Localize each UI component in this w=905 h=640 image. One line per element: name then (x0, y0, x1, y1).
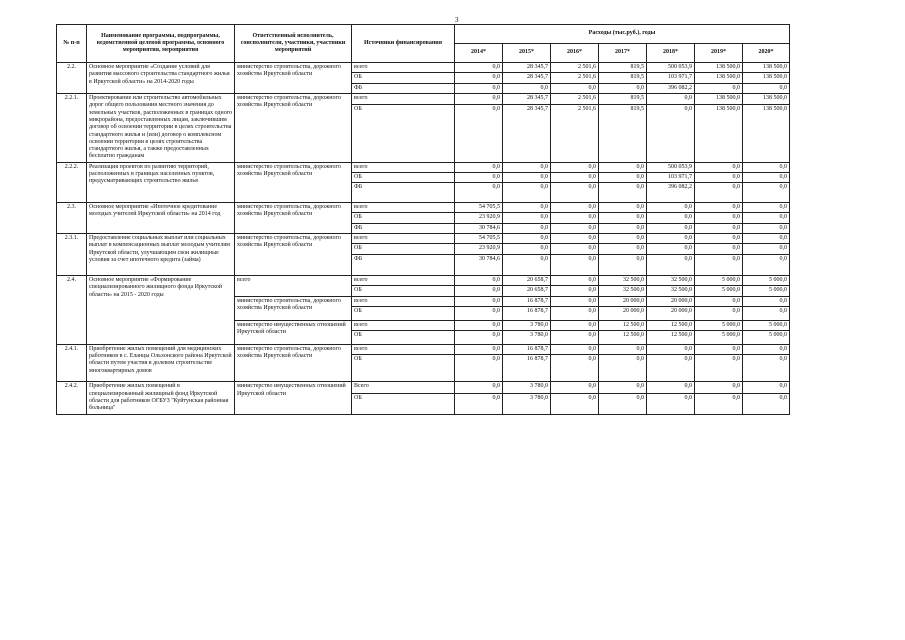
expense-value: 0,0 (695, 244, 743, 254)
expense-value: 32 500,0 (599, 286, 647, 296)
expense-value: 0,0 (647, 213, 695, 223)
expense-value: 0,0 (455, 83, 503, 93)
expense-value: 0,0 (551, 276, 599, 286)
expense-value: 0,0 (551, 223, 599, 233)
expense-value: 0,0 (695, 173, 743, 183)
expense-value: 0,0 (743, 307, 790, 321)
table-row (57, 63, 790, 73)
expense-value: 0,0 (551, 286, 599, 296)
row-name: Приобретение жилых помещений для медицинских работников в с. Еланцы Ольхонского района Иркутской области путем участия в долевом строительстве многоквартирных домов (87, 344, 235, 382)
expense-value: 0,0 (743, 213, 790, 223)
row-code: 2.3. (57, 202, 87, 233)
expense-value: 0,0 (503, 173, 551, 183)
expense-value: 0,0 (695, 354, 743, 382)
expense-value: 0,0 (599, 233, 647, 243)
header-year: 2019* (695, 44, 743, 63)
expense-value: 0,0 (503, 213, 551, 223)
expense-value: 0,0 (455, 73, 503, 83)
table-row (57, 233, 790, 243)
expense-value: 0,0 (743, 244, 790, 254)
expense-value: 0,0 (455, 307, 503, 321)
expense-value: 32 500,0 (647, 276, 695, 286)
expense-value: 20 658,7 (503, 286, 551, 296)
expense-value: 0,0 (647, 244, 695, 254)
expense-value: 12 500,0 (647, 330, 695, 344)
funding-source: ОБ (352, 330, 455, 344)
expense-value: 0,0 (743, 202, 790, 212)
expense-value: 0,0 (695, 223, 743, 233)
expense-value: 0,0 (455, 162, 503, 172)
table-row (57, 276, 790, 286)
expense-value: 0,0 (551, 183, 599, 203)
row-name: Основное мероприятие «Формирование специализированного жилищного фонда Иркутской области» на 2015 - 2020 годы (87, 276, 235, 344)
funding-source: ОБ (352, 393, 455, 414)
expense-value: 0,0 (503, 162, 551, 172)
row-name: Основное мероприятие «Создание условий для развития массового строительства стандартного жилья в Иркутской области» на 2014-2020 годы (87, 63, 235, 94)
expense-value: 32 500,0 (599, 276, 647, 286)
expense-value: 0,0 (695, 83, 743, 93)
expense-value: 0,0 (599, 344, 647, 354)
funding-source: ФБ (352, 254, 455, 276)
expense-value: 0,0 (695, 183, 743, 203)
expense-value: 0,0 (743, 162, 790, 172)
expense-value: 0,0 (551, 393, 599, 414)
funding-source: ОБ (352, 354, 455, 382)
table-row (57, 162, 790, 172)
expense-value: 138 500,0 (695, 93, 743, 104)
expense-value: 0,0 (695, 382, 743, 393)
expense-value: 0,0 (647, 354, 695, 382)
expense-value: 0,0 (599, 354, 647, 382)
expense-value: 2 501,6 (551, 73, 599, 83)
expense-value: 0,0 (599, 173, 647, 183)
row-executor: министерство строительства, дорожного хозяйства Иркутской области (235, 162, 352, 202)
expense-value: 23 920,9 (455, 244, 503, 254)
funding-source: Всего (352, 382, 455, 393)
expense-value: 0,0 (503, 223, 551, 233)
expense-value: 0,0 (551, 233, 599, 243)
expense-value: 0,0 (455, 104, 503, 162)
expense-value: 0,0 (743, 183, 790, 203)
expense-value: 0,0 (455, 320, 503, 330)
expense-value: 0,0 (455, 330, 503, 344)
expense-value: 32 500,0 (647, 286, 695, 296)
row-executor: министерство строительства, дорожного хозяйства Иркутской области (235, 296, 352, 320)
expense-value: 0,0 (695, 393, 743, 414)
expense-value: 819,5 (599, 104, 647, 162)
expense-value: 2 501,6 (551, 104, 599, 162)
expense-value: 0,0 (599, 83, 647, 93)
expense-value: 138 500,0 (743, 73, 790, 83)
expense-value: 16 878,7 (503, 307, 551, 321)
row-code: 2.2. (57, 63, 87, 94)
expense-value: 5 000,0 (743, 330, 790, 344)
expense-value: 5 000,0 (695, 276, 743, 286)
expense-value: 0,0 (551, 162, 599, 172)
funding-source: всего (352, 93, 455, 104)
expense-value: 138 500,0 (695, 63, 743, 73)
expense-value: 30 784,6 (455, 223, 503, 233)
expense-value: 5 000,0 (695, 320, 743, 330)
row-executor: министерство строительства, дорожного хозяйства Иркутской области (235, 233, 352, 275)
expense-value: 0,0 (455, 93, 503, 104)
expense-value: 0,0 (695, 296, 743, 306)
row-name: Проектирование или строительство автомобильных дорог общего пользования местного значения до земельных участков, расположенных в границах одного микрорайона, предоставленных лицам, заключившим договор об освоении территории в целях строительства стандартного жилья и (или) договор о комплексном освоении территории в целях строительства стандартного жилья, а также предоставленных бесплатно гражданам (87, 93, 235, 162)
funding-source: всего (352, 344, 455, 354)
expense-value: 0,0 (599, 393, 647, 414)
expense-value: 0,0 (695, 344, 743, 354)
expense-value: 0,0 (503, 83, 551, 93)
expense-value: 54 705,5 (455, 202, 503, 212)
expense-value: 28 345,7 (503, 73, 551, 83)
expense-value: 3 780,0 (503, 320, 551, 330)
expense-value: 0,0 (503, 233, 551, 243)
page-number: 3 (455, 16, 459, 24)
row-code: 2.2.1. (57, 93, 87, 162)
expense-value: 0,0 (599, 223, 647, 233)
header-num: № п-п (57, 25, 87, 63)
row-name: Реализация проектов по развитию территорий, расположенных в границах населенных пунктов, предусматривающих строительство жилья (87, 162, 235, 202)
expense-value: 54 705,5 (455, 233, 503, 243)
funding-source: всего (352, 162, 455, 172)
funding-source: ОБ (352, 73, 455, 83)
expense-value: 12 500,0 (647, 320, 695, 330)
expense-value: 20 000,0 (647, 307, 695, 321)
funding-source: всего (352, 202, 455, 212)
expense-value: 500 053,9 (647, 63, 695, 73)
expense-value: 138 500,0 (695, 104, 743, 162)
header-year: 2014* (455, 44, 503, 63)
expense-value: 0,0 (551, 320, 599, 330)
expense-value: 0,0 (551, 382, 599, 393)
expense-value: 16 878,7 (503, 354, 551, 382)
expense-value: 0,0 (695, 307, 743, 321)
expense-value: 0,0 (599, 254, 647, 276)
funding-source: всего (352, 233, 455, 243)
expense-value: 0,0 (551, 83, 599, 93)
header-year: 2020* (743, 44, 790, 63)
header-year: 2018* (647, 44, 695, 63)
expense-value: 0,0 (647, 93, 695, 104)
header-year: 2016* (551, 44, 599, 63)
expense-value: 23 920,9 (455, 213, 503, 223)
expense-value: 3 780,0 (503, 330, 551, 344)
row-code: 2.4.2. (57, 382, 87, 414)
expense-value: 5 000,0 (695, 330, 743, 344)
header-year: 2015* (503, 44, 551, 63)
expense-value: 0,0 (695, 233, 743, 243)
expense-value: 0,0 (503, 244, 551, 254)
funding-source: всего (352, 296, 455, 306)
expense-value: 3 780,0 (503, 393, 551, 414)
expense-value: 138 500,0 (743, 63, 790, 73)
header-executor: Ответственный исполнитель, соисполнители, участники, участники мероприятий (235, 25, 352, 63)
expense-value: 0,0 (455, 393, 503, 414)
row-executor: всего (235, 276, 352, 297)
expense-value: 0,0 (551, 173, 599, 183)
expense-value: 138 500,0 (743, 104, 790, 162)
row-executor: министерство строительства, дорожного хозяйства Иркутской области (235, 344, 352, 382)
expense-value: 0,0 (647, 233, 695, 243)
expense-value: 0,0 (599, 202, 647, 212)
expense-value: 819,5 (599, 73, 647, 83)
budget-table (56, 24, 790, 415)
expense-value: 12 500,0 (599, 330, 647, 344)
funding-source: ОБ (352, 104, 455, 162)
row-executor: министерство строительства, дорожного хозяйства Иркутской области (235, 93, 352, 162)
row-executor: министерство строительства, дорожного хозяйства Иркутской области (235, 202, 352, 233)
expense-value: 0,0 (455, 173, 503, 183)
row-name: Предоставление социальных выплат или социальных выплат в компенсационных выплат молодым учителям Иркутской области, улучшающим свои жилищные условия за счет ипотечного кредита (займа) (87, 233, 235, 275)
table-row (57, 382, 790, 393)
expense-value: 0,0 (599, 213, 647, 223)
expense-value: 16 878,7 (503, 296, 551, 306)
expense-value: 0,0 (695, 162, 743, 172)
expense-value: 0,0 (743, 344, 790, 354)
expense-value: 0,0 (551, 296, 599, 306)
funding-source: всего (352, 276, 455, 286)
expense-value: 0,0 (455, 276, 503, 286)
row-code: 2.4. (57, 276, 87, 344)
expense-value: 0,0 (599, 162, 647, 172)
expense-value: 0,0 (455, 286, 503, 296)
expense-value: 3 780,0 (503, 382, 551, 393)
expense-value: 0,0 (647, 344, 695, 354)
expense-value: 30 784,6 (455, 254, 503, 276)
expense-value: 28 345,7 (503, 63, 551, 73)
expense-value: 0,0 (455, 382, 503, 393)
expense-value: 20 000,0 (599, 296, 647, 306)
expense-value: 20 000,0 (599, 307, 647, 321)
expense-value: 819,5 (599, 93, 647, 104)
expense-value: 0,0 (599, 244, 647, 254)
funding-source: всего (352, 320, 455, 330)
row-code: 2.4.1. (57, 344, 87, 382)
expense-value: 0,0 (743, 83, 790, 93)
expense-value: 0,0 (551, 213, 599, 223)
table-row (57, 93, 790, 104)
row-code: 2.3.1. (57, 233, 87, 275)
header-expenses: Расходы (тыс.руб.), годы (455, 25, 790, 44)
funding-source: ОБ (352, 173, 455, 183)
expense-value: 20 658,7 (503, 276, 551, 286)
expense-value: 2 501,6 (551, 93, 599, 104)
expense-value: 0,0 (743, 223, 790, 233)
header-name: Наименование программы, подпрограммы, ведомственной целевой программы, основного мероприятия, мероприятия (87, 25, 235, 63)
expense-value: 0,0 (551, 202, 599, 212)
funding-source: ОБ (352, 286, 455, 296)
funding-source: ФБ (352, 83, 455, 93)
expense-value: 0,0 (695, 202, 743, 212)
expense-value: 0,0 (503, 202, 551, 212)
expense-value: 20 000,0 (647, 296, 695, 306)
expense-value: 28 345,7 (503, 93, 551, 104)
expense-value: 396 082,2 (647, 183, 695, 203)
table-row (57, 344, 790, 354)
funding-source: ОБ (352, 307, 455, 321)
expense-value: 0,0 (743, 296, 790, 306)
expense-value: 0,0 (743, 393, 790, 414)
expense-value: 0,0 (551, 330, 599, 344)
expense-value: 0,0 (695, 213, 743, 223)
funding-source: ОБ (352, 213, 455, 223)
expense-value: 0,0 (647, 104, 695, 162)
expense-value: 819,5 (599, 63, 647, 73)
expense-value: 138 500,0 (695, 73, 743, 83)
expense-value: 0,0 (647, 223, 695, 233)
expense-value: 5 000,0 (743, 320, 790, 330)
expense-value: 0,0 (743, 233, 790, 243)
expense-value: 0,0 (455, 344, 503, 354)
expense-value: 0,0 (647, 393, 695, 414)
header-year: 2017* (599, 44, 647, 63)
row-name: Приобретение жилых помещений в специализированный жилищный фонд Иркутской области для работников ОГБУЗ "Куйтунская районная больница" (87, 382, 235, 414)
expense-value: 0,0 (743, 382, 790, 393)
expense-value: 500 053,9 (647, 162, 695, 172)
expense-value: 138 500,0 (743, 93, 790, 104)
expense-value: 0,0 (647, 382, 695, 393)
row-executor: министерство имущественных отношений Иркутской области (235, 382, 352, 414)
funding-source: ОБ (352, 244, 455, 254)
table-row (57, 202, 790, 212)
expense-value: 28 345,7 (503, 104, 551, 162)
row-name: Основное мероприятие «Ипотечное кредитование молодых учителей Иркутской области» на 2014 год (87, 202, 235, 233)
funding-source: всего (352, 63, 455, 73)
row-executor: министерство имущественных отношений Иркутской области (235, 320, 352, 344)
expense-value: 103 971,7 (647, 173, 695, 183)
funding-source: ФБ (352, 183, 455, 203)
expense-value: 0,0 (647, 254, 695, 276)
expense-value: 0,0 (551, 244, 599, 254)
funding-source: ФБ (352, 223, 455, 233)
header-source: Источники финансирования (352, 25, 455, 63)
row-executor: министерство строительства, дорожного хозяйства Иркутской области (235, 63, 352, 94)
expense-value: 2 501,6 (551, 63, 599, 73)
expense-value: 5 000,0 (743, 276, 790, 286)
expense-value: 103 971,7 (647, 73, 695, 83)
expense-value: 0,0 (455, 296, 503, 306)
expense-value: 0,0 (743, 173, 790, 183)
expense-value: 0,0 (647, 202, 695, 212)
expense-value: 0,0 (551, 354, 599, 382)
expense-value: 396 082,2 (647, 83, 695, 93)
expense-value: 0,0 (599, 382, 647, 393)
expense-value: 5 000,0 (743, 286, 790, 296)
expense-value: 0,0 (551, 254, 599, 276)
expense-value: 0,0 (503, 183, 551, 203)
expense-value: 0,0 (455, 183, 503, 203)
expense-value: 0,0 (743, 254, 790, 276)
expense-value: 5 000,0 (695, 286, 743, 296)
expense-value: 0,0 (695, 254, 743, 276)
expense-value: 0,0 (455, 354, 503, 382)
expense-value: 0,0 (503, 254, 551, 276)
expense-value: 0,0 (551, 307, 599, 321)
expense-value: 12 500,0 (599, 320, 647, 330)
expense-value: 0,0 (743, 354, 790, 382)
expense-value: 0,0 (455, 63, 503, 73)
expense-value: 16 878,7 (503, 344, 551, 354)
row-code: 2.2.2. (57, 162, 87, 202)
expense-value: 0,0 (599, 183, 647, 203)
expense-value: 0,0 (551, 344, 599, 354)
